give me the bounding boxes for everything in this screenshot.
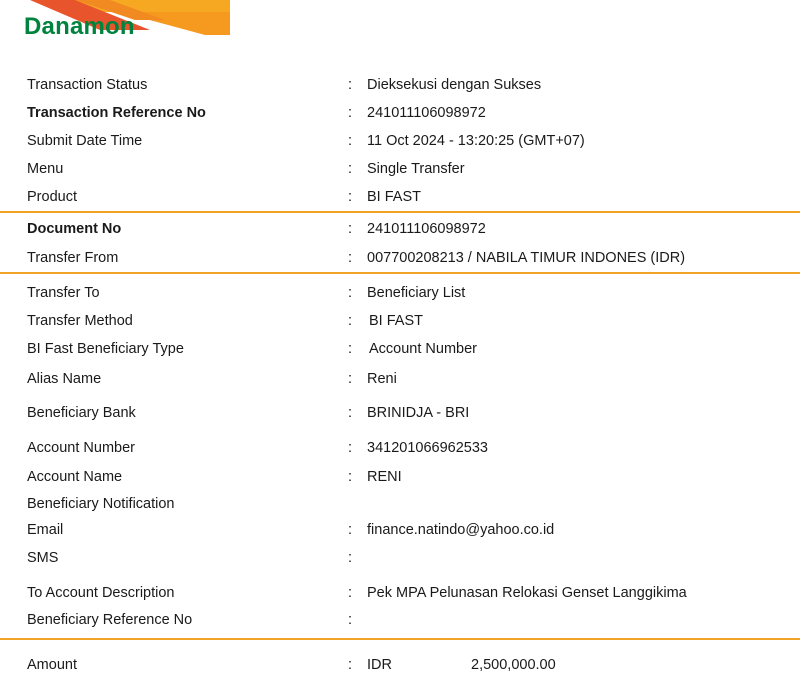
row-label: Beneficiary Reference No: [27, 612, 193, 628]
row-value: Reni: [367, 371, 397, 387]
section-divider: [0, 272, 800, 274]
row-product: [0, 186, 800, 210]
row-beneficiary-notification: [0, 493, 800, 517]
row-colon: :: [348, 469, 353, 485]
row-colon: :: [348, 221, 353, 237]
row-value: BI FAST: [367, 189, 421, 205]
row-value: RENI: [367, 469, 402, 485]
row-value: 007700208213 / NABILA TIMUR INDONES (IDR): [367, 250, 686, 266]
row-colon: :: [348, 550, 353, 566]
row-colon: :: [348, 313, 353, 329]
row-label: Alias Name: [27, 371, 102, 387]
row-label: Transfer Method: [27, 313, 133, 329]
row-alias-name: [0, 368, 800, 392]
row-value: 241011106098972: [367, 105, 486, 121]
row-value: 11 Oct 2024 - 13:20:25 (GMT+07): [367, 133, 585, 149]
row-to-account-description: [0, 582, 800, 606]
row-value: Account Number: [369, 341, 477, 357]
row-colon: :: [348, 161, 353, 177]
row-colon: :: [348, 612, 353, 628]
row-label: Transfer To: [27, 285, 100, 301]
row-transaction-status: [0, 74, 800, 98]
row-sms: [0, 547, 800, 571]
row-label: Product: [27, 189, 77, 205]
row-menu: [0, 158, 800, 182]
row-beneficiary-reference: [0, 609, 800, 633]
section-divider: [0, 211, 800, 213]
row-colon: :: [348, 77, 353, 93]
row-amount: [0, 654, 800, 678]
row-value: Beneficiary List: [367, 285, 466, 301]
row-label: Amount: [27, 657, 77, 673]
row-colon: :: [348, 341, 353, 357]
row-account-number: [0, 437, 800, 461]
row-label: Menu: [27, 161, 64, 177]
row-transfer-from: [0, 247, 800, 271]
row-submit-date-time: [0, 130, 800, 154]
row-transfer-method: [0, 310, 800, 334]
row-value: 341201066962533: [367, 440, 488, 456]
row-account-name: [0, 466, 800, 490]
row-colon: :: [348, 440, 353, 456]
row-colon: :: [348, 285, 353, 301]
row-colon: :: [348, 522, 353, 538]
row-label: Account Name: [27, 469, 123, 485]
row-colon: :: [348, 250, 353, 266]
row-label: Email: [27, 522, 64, 538]
row-transfer-to: [0, 282, 800, 306]
row-label: Beneficiary Notification: [27, 496, 175, 512]
row-label: Submit Date Time: [27, 133, 143, 149]
row-value: Dieksekusi dengan Sukses: [367, 77, 542, 93]
row-colon: :: [348, 189, 353, 205]
amount-value: 2,500,000.00: [471, 657, 556, 673]
row-value: Single Transfer: [367, 161, 465, 177]
section-divider: [0, 638, 800, 640]
row-label: Transaction Reference No: [27, 105, 206, 121]
row-label: Account Number: [27, 440, 135, 456]
row-colon: :: [348, 585, 353, 601]
row-value: finance.natindo@yahoo.co.id: [367, 522, 555, 538]
row-colon: :: [348, 371, 353, 387]
brand-name: Danamon: [24, 13, 135, 40]
row-colon: :: [348, 105, 353, 121]
row-beneficiary-type: [0, 338, 800, 362]
row-label: SMS: [27, 550, 59, 566]
row-email: [0, 519, 800, 543]
row-colon: :: [348, 657, 353, 673]
row-label: Transaction Status: [27, 77, 148, 93]
row-value: BRINIDJA - BRI: [367, 405, 470, 421]
danamon-logo: [0, 0, 230, 45]
row-value: 241011106098972: [367, 221, 486, 237]
row-label: To Account Description: [27, 585, 175, 601]
row-label: Beneficiary Bank: [27, 405, 136, 421]
row-value: BI FAST: [369, 313, 423, 329]
amount-currency: IDR: [367, 657, 392, 673]
row-beneficiary-bank: [0, 402, 800, 426]
row-label: BI Fast Beneficiary Type: [27, 341, 184, 357]
row-document-no: [0, 218, 800, 242]
row-label: Transfer From: [27, 250, 119, 266]
row-colon: :: [348, 133, 353, 149]
row-value: Pek MPA Pelunasan Relokasi Genset Langgikima: [367, 585, 687, 601]
row-label: Document No: [27, 221, 122, 237]
row-transaction-reference: [0, 102, 800, 126]
row-colon: :: [348, 405, 353, 421]
